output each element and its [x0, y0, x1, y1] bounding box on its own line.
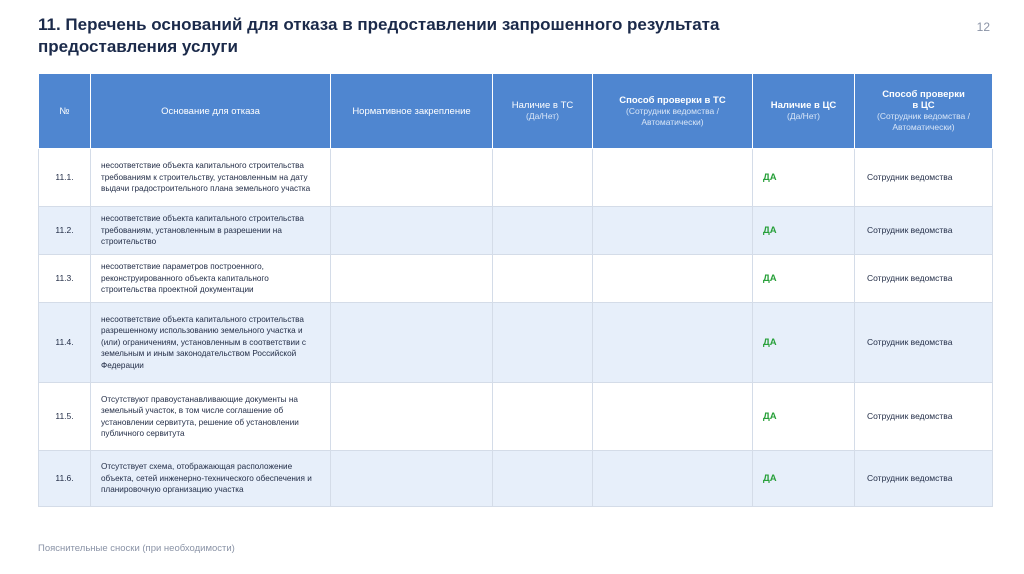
header-reason: Основание для отказа: [91, 74, 331, 149]
header-cs-method: Способ проверки в ЦС (Сотрудник ведомства / Автоматически): [855, 74, 993, 149]
row-cs-method: Сотрудник ведомства: [855, 207, 993, 255]
table-row: [39, 149, 993, 207]
row-cs-method: Сотрудник ведомства: [855, 451, 993, 507]
row-num: 11.6.: [39, 451, 91, 507]
table-row: [39, 303, 993, 383]
row-cs-method: Сотрудник ведомства: [855, 383, 993, 451]
row-ts-avail: [493, 207, 593, 255]
row-ts-avail: [493, 451, 593, 507]
header-ts-avail: Наличие в ТС (Да/Нет): [493, 74, 593, 149]
header-norm: Нормативное закрепление: [331, 74, 493, 149]
page-number: 12: [976, 20, 990, 34]
row-reason: несоответствие объекта капитального строительства требованиям, установленным в разрешении на строительство: [91, 207, 331, 255]
row-ts-avail: [493, 383, 593, 451]
slide-title: 11. Перечень оснований для отказа в предоставлении запрошенного результата предоставления услуги: [38, 15, 720, 56]
table-row: [39, 255, 993, 303]
row-cs-avail: ДА: [753, 303, 855, 383]
row-ts-method: [593, 303, 753, 383]
row-ts-method: [593, 207, 753, 255]
row-num: 11.1.: [39, 149, 91, 207]
row-cs-method: Сотрудник ведомства: [855, 255, 993, 303]
row-norm: [331, 255, 493, 303]
row-norm: [331, 207, 493, 255]
row-cs-avail: ДА: [753, 383, 855, 451]
footnote: Пояснительные сноски (при необходимости): [38, 543, 235, 554]
table-row: [39, 451, 993, 507]
row-norm: [331, 149, 493, 207]
row-cs-avail: ДА: [753, 149, 855, 207]
row-reason: Отсутствует схема, отображающая расположение объекта, сетей инженерно-технического обеспечения и планировочную организацию участка: [91, 451, 331, 507]
row-cs-avail: ДА: [753, 255, 855, 303]
row-ts-method: [593, 383, 753, 451]
row-ts-method: [593, 149, 753, 207]
table-row: [39, 383, 993, 451]
refusal-grounds-table: [38, 73, 993, 507]
table-row: [39, 207, 993, 255]
header-cs-avail: Наличие в ЦС (Да/Нет): [753, 74, 855, 149]
row-norm: [331, 383, 493, 451]
row-cs-avail: ДА: [753, 451, 855, 507]
row-ts-avail: [493, 255, 593, 303]
row-cs-method: Сотрудник ведомства: [855, 303, 993, 383]
row-cs-method: Сотрудник ведомства: [855, 149, 993, 207]
row-num: 11.5.: [39, 383, 91, 451]
row-ts-avail: [493, 303, 593, 383]
row-reason: несоответствие объекта капитального строительства требованиям к строительству, установленным на дату выдачи градостроительного плана земельного участка: [91, 149, 331, 207]
row-reason: несоответствие объекта капитального строительства разрешенному использованию земельного участка и (или) ограничениям, установленным в соответствии с земельным и иным законодательством Российской Федерации: [91, 303, 331, 383]
row-ts-method: [593, 451, 753, 507]
row-reason: несоответствие параметров построенного, реконструированного объекта капитального строительства проектной документации: [91, 255, 331, 303]
row-reason: Отсутствуют правоустанавливающие документы на земельный участок, в том числе соглашение об установлении сервитута, решение об установлении публичного сервитута: [91, 383, 331, 451]
row-num: 11.3.: [39, 255, 91, 303]
header-num: №: [39, 74, 91, 149]
row-ts-avail: [493, 149, 593, 207]
row-num: 11.4.: [39, 303, 91, 383]
row-norm: [331, 451, 493, 507]
row-num: 11.2.: [39, 207, 91, 255]
row-cs-avail: ДА: [753, 207, 855, 255]
row-ts-method: [593, 255, 753, 303]
header-ts-method: Способ проверки в ТС (Сотрудник ведомства / Автоматически): [593, 74, 753, 149]
table-header-row: [39, 74, 993, 149]
row-norm: [331, 303, 493, 383]
